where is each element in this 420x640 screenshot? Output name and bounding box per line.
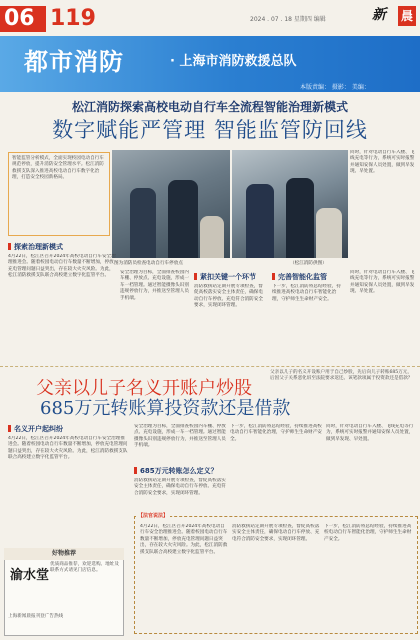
lower-col-4: 下一步，松江消防将总结经验，持续推进高校电动自行车智能化治理，守护师生生命财产安全。: [230, 424, 322, 442]
photo-caption-1: 图为消防员检查电动自行车停放点: [114, 261, 183, 266]
page-number: 06: [0, 6, 46, 32]
lower-headline-2: 685万元转账算投资款还是借款: [40, 398, 291, 419]
body-col-1: 4月22日，松江区召开2024年高校电动自行车安全治理推进会。随着校园电动自行车数量不断增加，停放充电管理问题日益突出，存在较大火灾风险。为此，松江消防救援支队联合高校建立数字化监管平台。: [8, 254, 116, 279]
lower-col-1: 4月22日，松江区召开2024年高校电动自行车安全治理推进会。随着校园电动自行车数量不断增加，停放充电管理问题日益突出，存在较大火灾风险。为此，松江消防救援支队联合高校建立数字化监管平台。: [8, 436, 128, 461]
logo-red-mark: 晨: [398, 6, 416, 26]
lead-intro-text: 智能监管分析模式，全面实现校园电动自行车规范停放，提升消防安全管理水平。松江消防救援支队深入推进高校电动自行车数字化治理，打造安全校园新格局。: [12, 156, 104, 181]
photo-caption-2: （松江消防供图）: [290, 261, 327, 266]
commentary-col-2: 消防救援站定期开展专项检查，督促高校落实安全主体责任，确保电动自行车停放、充电符合消防安全要求，实现闭环管理。: [232, 524, 320, 542]
newspaper-logo: [372, 4, 418, 34]
lower-col-3: 消防救援站定期开展专项检查，督促高校落实安全主体责任，确保电动自行车停放、充电符合消防安全要求，实现闭环管理。: [134, 478, 226, 496]
lead-photo-1: [112, 150, 230, 258]
section-title: 都市消防: [24, 48, 124, 76]
body-col-2: 安全治理为目标，全面排查校园内车棚、停放点、充电设施，形成一车一档管理。通过智能摄像头识别违规停放行为，并推送至管理人员手机端。: [120, 270, 189, 301]
issue-number: 119: [50, 6, 96, 31]
ad-text: 优质商品推荐，欢迎选购。地址及联系方式请见门店信息。: [50, 562, 119, 573]
date-line: 2024 . 07 . 18 星期四 编辑: [250, 16, 326, 23]
lower-col-5: 同时，针对电动自行车入楼、飞线充电等行为，系统可实时报警并通知安保人员处置，做到早发现、早处置。: [326, 424, 414, 442]
subhead-1: 探索治理新模式: [8, 242, 63, 252]
lower-intro: 父亲以儿子的名义开设账户用于自己炒股，先后向儿子转账685万元，后因父子关系恶化诉至法院要求返还。该笔款项属于投资款还是借款？: [270, 370, 413, 382]
body-col-5: 同时，针对电动自行车入楼、飞线充电等行为，系统可实时报警并通知安保人员处置，做到早发现、早处置。: [350, 270, 415, 295]
subhead-3: 完善智能化监管: [272, 272, 327, 282]
body-col-top-right: 同时，针对电动自行车入楼、飞线充电等行为，系统可实时报警并通知安保人员处置，做到早发现、早处置。: [350, 150, 415, 175]
body-col-4: 下一步，松江消防将总结经验，持续推进高校电动自行车智能化治理，守护师生生命财产安全。: [272, 284, 341, 302]
masthead: [0, 0, 420, 36]
commentary-col-3: 下一步，松江消防将总结经验，持续推进高校电动自行车智能化治理，守护师生生命财产安全。: [324, 524, 412, 542]
editor-credits: 本版责编： 摄影： 美编：: [300, 84, 370, 91]
ad-title: 渝水堂: [10, 568, 50, 583]
lower-subhead-1: 名义开户起纠纷: [8, 424, 63, 434]
section-banner: [0, 36, 420, 92]
section-subtitle: · 上海市消防救援总队: [170, 54, 297, 69]
logo-text: 新: [372, 7, 386, 23]
body-col-3: 消防救援站定期开展专项检查，督促高校落实安全主体责任，确保电动自行车停放、充电符合消防安全要求，实现闭环管理。: [194, 284, 263, 309]
subhead-2: 紧扣关键一个环节: [194, 272, 256, 282]
lead-kicker: 松江消防探索高校电动自行车全流程智能治理新模式: [71, 100, 348, 114]
judge-commentary-label: 【法官说法】: [138, 513, 169, 519]
lower-headline-1: 父亲以儿子名义开账户炒股: [36, 378, 252, 399]
lead-headline: 数字赋能严管理 智能监管防回线: [52, 118, 368, 142]
lead-photo-2: [232, 150, 348, 258]
section-divider: [0, 366, 420, 367]
lead-intro-box: [8, 152, 110, 236]
commentary-col-1: 4月22日，松江区召开2024年高校电动自行车安全治理推进会。随着校园电动自行车数量不断增加，停放充电管理问题日益突出，存在较大火灾风险。为此，松江消防救援支队联合高校建立数字化监管平台。: [140, 524, 228, 555]
ad-footer: 上海新闻晨报刊登广告热线: [8, 614, 64, 619]
ad-header: 好物推荐: [4, 548, 124, 560]
lower-col-2: 安全治理为目标，全面排查校园内车棚、停放点、充电设施，形成一车一档管理。通过智能摄像头识别违规停放行为，并推送至管理人员手机端。: [134, 424, 226, 449]
lower-subhead-2: 685万元转账怎么定义？: [134, 466, 218, 476]
